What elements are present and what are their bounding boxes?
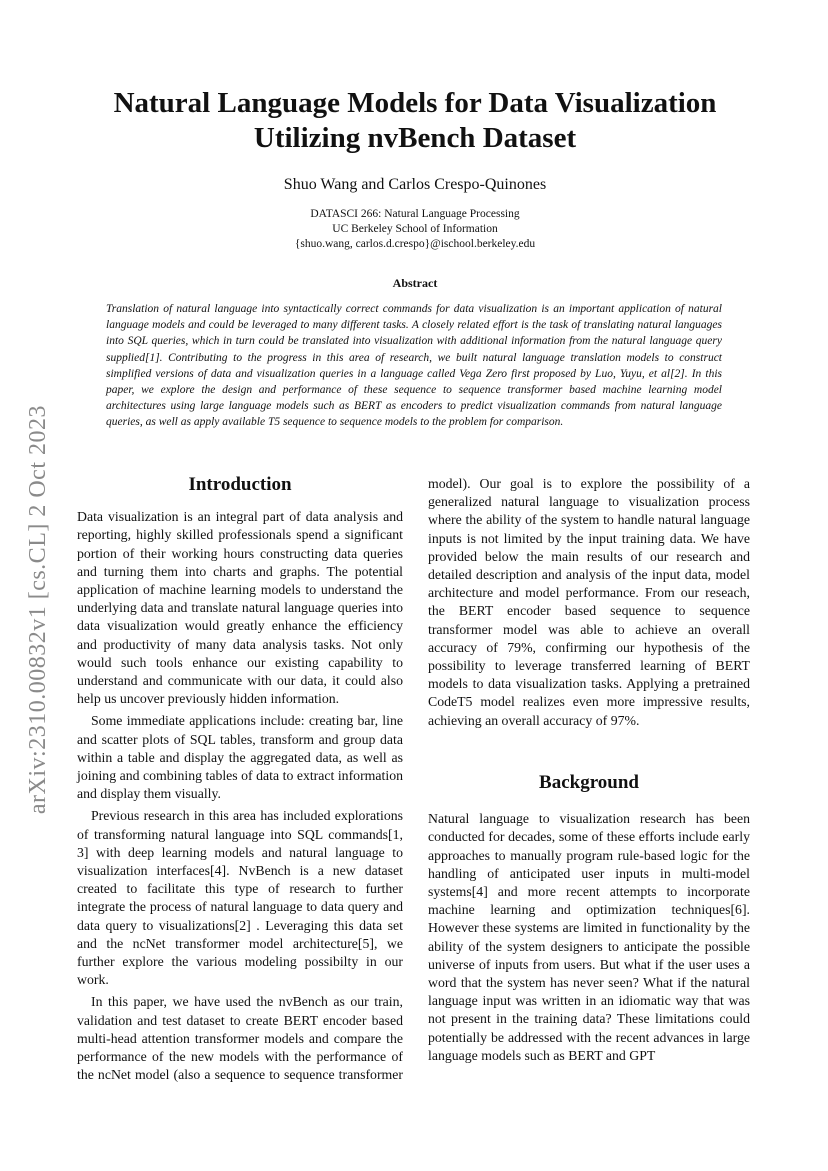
intro-paragraph-4-continued: model). Our goal is to explore the possibility of a generalized natural language to visualization process where the ability of the system to handle natural language inputs is not limited by the input training data. We have provided below the main results of our research and detailed description and analysis of the input data, model architecture and model performance. From our reseach, the BERT encoder based sequence to sequence transformer model was able to achieve an overall accuracy of 79%, confirming our hypothesis of the possibility to leverage transferred learning of BERT models to data visualization tasks. Applying a pretrained CodeT5 model realizes even more impressive results, achieving an overall accuracy of 97%. xyxy=(428,476,750,728)
left-column xyxy=(77,476,403,1084)
course-name: DATASCI 266: Natural Language Processing xyxy=(310,208,520,220)
background-paragraph-1: Natural language to visualization research has been conducted for decades, some of these efforts include early approaches to manually program rule-based logic for the handling of anticipated user inputs in multi-model systems[4] and more recent attempts to incorporate machine learning and optimization techniques[6]. However these systems are limited in functionality by the ability of the system designers to anticipate the possible universe of inputs from users. But what if the user uses a word that the system has never seen? What if the natural language input was written in an idiomatic way that was not present in the training data? These limitations could potentially be addressed with the recent advances in large language models such as BERT and GPT xyxy=(428,811,750,1063)
title-line-1: Natural Language Models for Data Visualization xyxy=(113,87,717,119)
author-list: Shuo Wang and Carlos Crespo-Quinones xyxy=(283,176,547,193)
school-name: UC Berkeley School of Information xyxy=(332,223,498,235)
abstract-text: Translation of natural language into syntactically correct commands for data visualization is an important application of natural language models and could be leveraged to many different tasks. A closely related effort is the task of translating natural languages into SQL queries, which in turn could be translated into visualization with additional information from the natural language query supplied[1]. Contributing to the progress in this area of research, we built natural language translation models to construct simplified versions of data and visualization queries in a language called Vega Zero first proposed by Luo, Yuyu, et al[2]. In this paper, we explore the design and performance of these sequence to sequence transformer based machine learning model architectures using large language models such as BERT as encoders to predict visualization commands from natural language queries, as well as apply available T5 sequence to sequence models to the problem for comparison. xyxy=(106,303,722,429)
author-emails: {shuo.wang, carlos.d.crespo}@ischool.berkeley.edu xyxy=(294,238,536,250)
intro-paragraph-4: In this paper, we have used the nvBench as our train, validation and test dataset to create BERT encoder based multi-head attention transformer models and compare the performance of the new models with the performance of the ncNet model (also a sequence to sequence transformer xyxy=(77,994,403,1083)
intro-paragraph-3: Previous research in this area has included explorations of transforming natural language into SQL commands[1, 3] with deep learning models and natural language to visualization interfaces[4]. NvBench is a new dataset created to facilitate this type of research to further integrate the process of natural language to data query and data query to visualizations[2] . Leveraging this data set and the ncNet transformer model architecture[5], we further explore the various modeling possibilty in our work. xyxy=(77,808,403,988)
paper-title xyxy=(60,86,770,156)
intro-paragraph-1: Data visualization is an integral part of data analysis and reporting, highly skilled professionals spend a significant portion of their working hours constructing data queries and turning them into charts and graphs. The potential application of machine learning models to understand the underlying data and translate natural language queries into data visualization would greatly enhance the efficiency and productivity of many data analysis tasks. Not only would such tools enhance our existing capability to understand and communicate with our data, it could also help us uncover previously hidden information. xyxy=(77,509,403,707)
title-line-2: Utilizing nvBench Dataset xyxy=(253,122,577,154)
right-column xyxy=(428,476,750,1065)
arxiv-watermark xyxy=(18,375,58,845)
introduction-heading: Introduction xyxy=(188,474,292,495)
intro-paragraph-4-continued-wrap xyxy=(428,476,750,738)
background-heading: Background xyxy=(539,772,639,793)
intro-paragraph-2: Some immediate applications include: creating bar, line and scatter plots of SQL tables, transform and group data within a table and display the aggregated data, as well as joining and combining tables of data to extract information and display them visually. xyxy=(77,713,403,802)
abstract-heading: Abstract xyxy=(392,276,438,290)
arxiv-stamp-text: arXiv:2310.00832v1 [cs.CL] 2 Oct 2023 xyxy=(24,405,51,815)
affiliation-block xyxy=(60,207,770,252)
